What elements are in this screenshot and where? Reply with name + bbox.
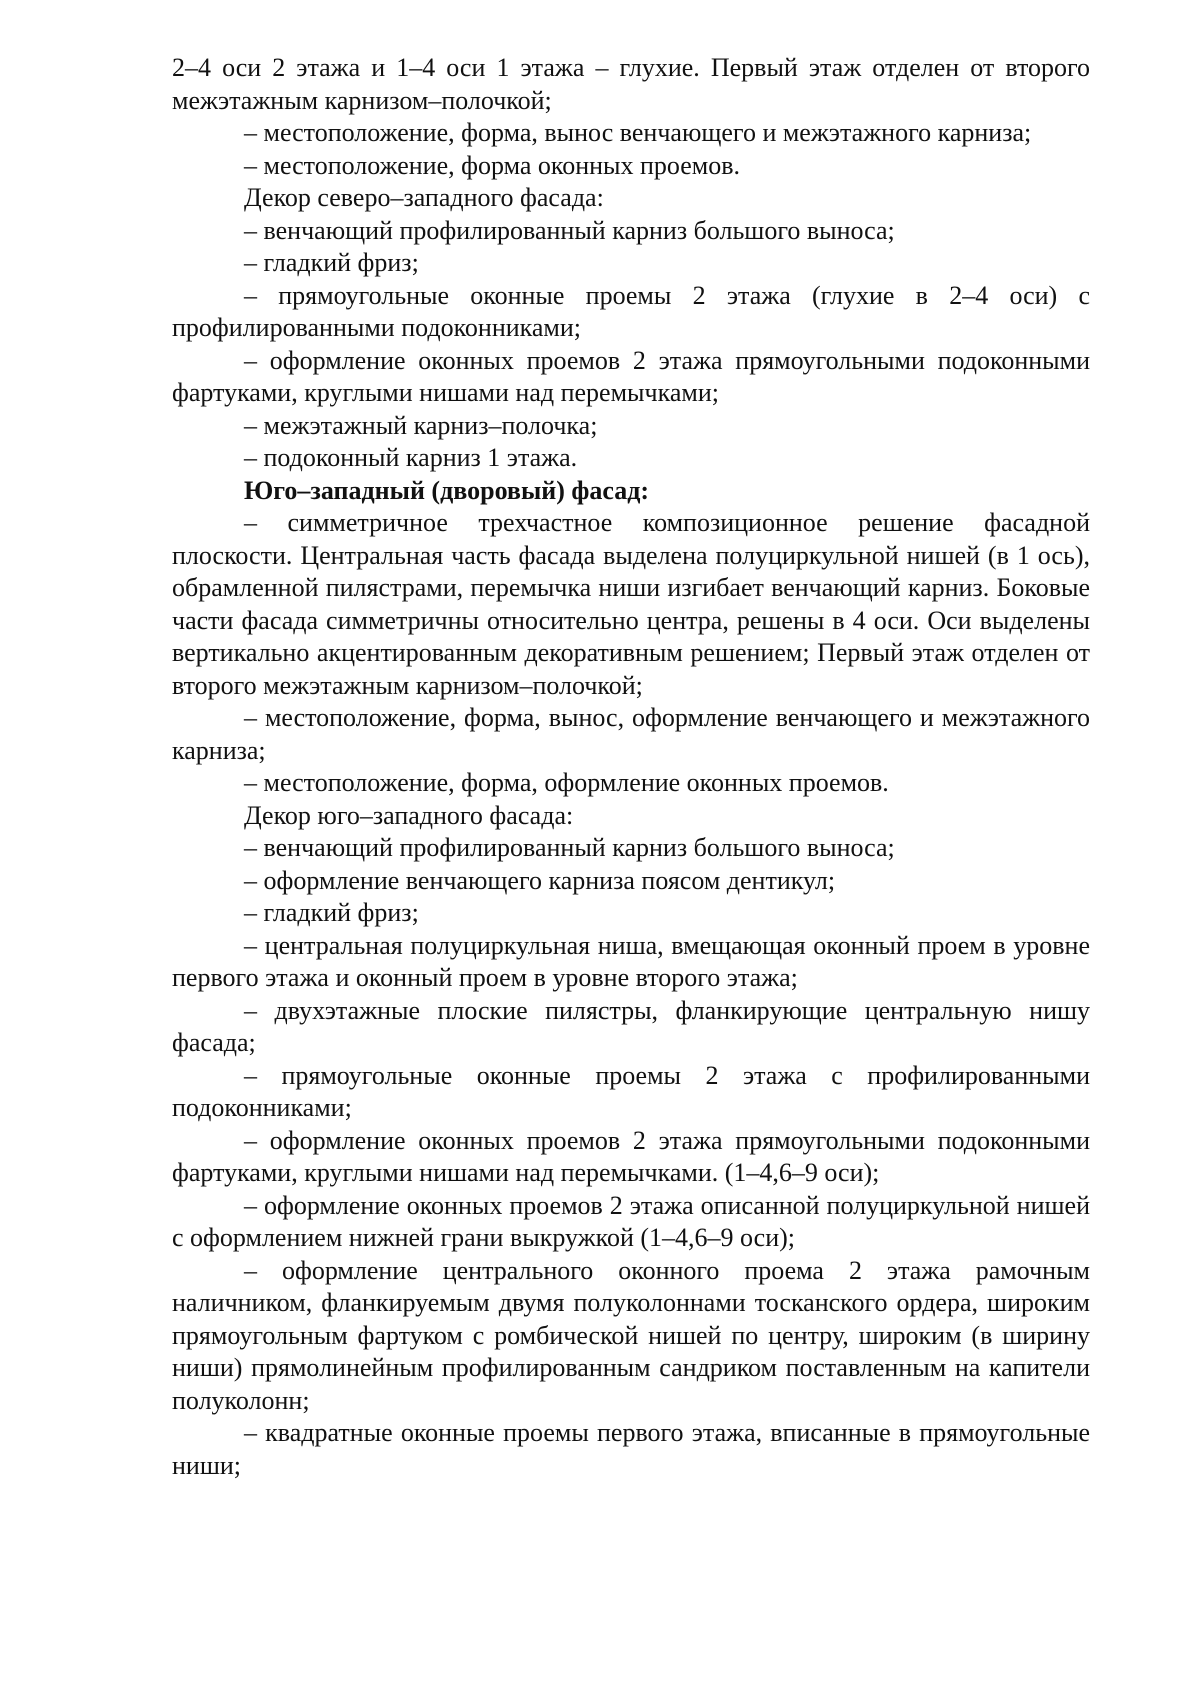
list-item: – прямоугольные оконные проемы 2 этажа с профилированными подоконниками; xyxy=(172,1060,1090,1122)
section-heading: Юго–западный (дворовый) фасад: xyxy=(244,475,650,505)
list-item: – квадратные оконные проемы первого этажа, вписанные в прямоугольные ниши; xyxy=(172,1418,1090,1480)
list-item: – подоконный карниз 1 этажа. xyxy=(244,443,578,472)
list-item: – венчающий профилированный карниз большого выноса; xyxy=(244,215,895,245)
list-item: – оформление венчающего карниза поясом дентикул; xyxy=(244,865,836,895)
list-item: – оформление оконных проемов 2 этажа описанной полуциркульной нишей с оформлением нижней грани выкружкой (1–4,6–9 оси); xyxy=(172,1190,1090,1252)
list-item: – оформление оконных проемов 2 этажа прямоугольными подоконными фартуками, круглыми нишами над перемычками; xyxy=(172,345,1090,407)
document-page xyxy=(172,52,1090,1482)
list-item: – межэтажный карниз–полочка; xyxy=(244,410,598,440)
paragraph-continuation: 2–4 оси 2 этажа и 1–4 оси 1 этажа – глухие. Первый этаж отделен от второго межэтажным карнизом–полочкой; xyxy=(172,53,1090,115)
list-item: – прямоугольные оконные проемы 2 этажа (глухие в 2–4 оси) с профилированными подоконниками; xyxy=(172,280,1090,342)
list-item: – оформление центрального оконного проема 2 этажа рамочным наличником, фланкируемым двумя полуколоннами тосканского ордера, широким прямоугольным фартуком с ромбической нишей по центру, широким (в ширину ниши) прямолинейным профилированным сандриком поставленным на капители полуколонн; xyxy=(172,1255,1090,1415)
section-intro: Декор северо–западного фасада: xyxy=(244,183,604,212)
list-item: – симметричное трехчастное композиционное решение фасадной плоскости. Центральная часть фасада выделена полуциркульной нишей (в 1 ось), обрамленной пилястрами, перемычка ниши изгибает венчающий карниз. Боковые части фасада симметричны относительно центра, решены в 4 оси. Оси выделены вертикально акцентированным декоративным решением; Первый этаж отделен от второго межэтажным карнизом–полочкой; xyxy=(172,508,1090,700)
list-item: – двухэтажные плоские пилястры, фланкирующие центральную нишу фасада; xyxy=(172,995,1090,1057)
section-intro: Декор юго–западного фасада: xyxy=(244,800,574,830)
list-item: – местоположение, форма, вынос, оформление венчающего и межэтажного карниза; xyxy=(172,703,1090,765)
list-item: – гладкий фриз; xyxy=(244,248,419,277)
list-item: – местоположение, форма, вынос венчающего и межэтажного карниза; xyxy=(244,118,1032,147)
list-item: – местоположение, форма оконных проемов. xyxy=(244,150,741,180)
list-item: – местоположение, форма, оформление оконных проемов. xyxy=(244,768,889,797)
list-item: – оформление оконных проемов 2 этажа прямоугольными подоконными фартуками, круглыми нишами над перемычками. (1–4,6–9 оси); xyxy=(172,1125,1090,1187)
list-item: – венчающий профилированный карниз большого выноса; xyxy=(244,833,895,862)
list-item: – центральная полуциркульная ниша, вмещающая оконный проем в уровне первого этажа и оконный проем в уровне второго этажа; xyxy=(172,930,1090,992)
list-item: – гладкий фриз; xyxy=(244,898,419,927)
